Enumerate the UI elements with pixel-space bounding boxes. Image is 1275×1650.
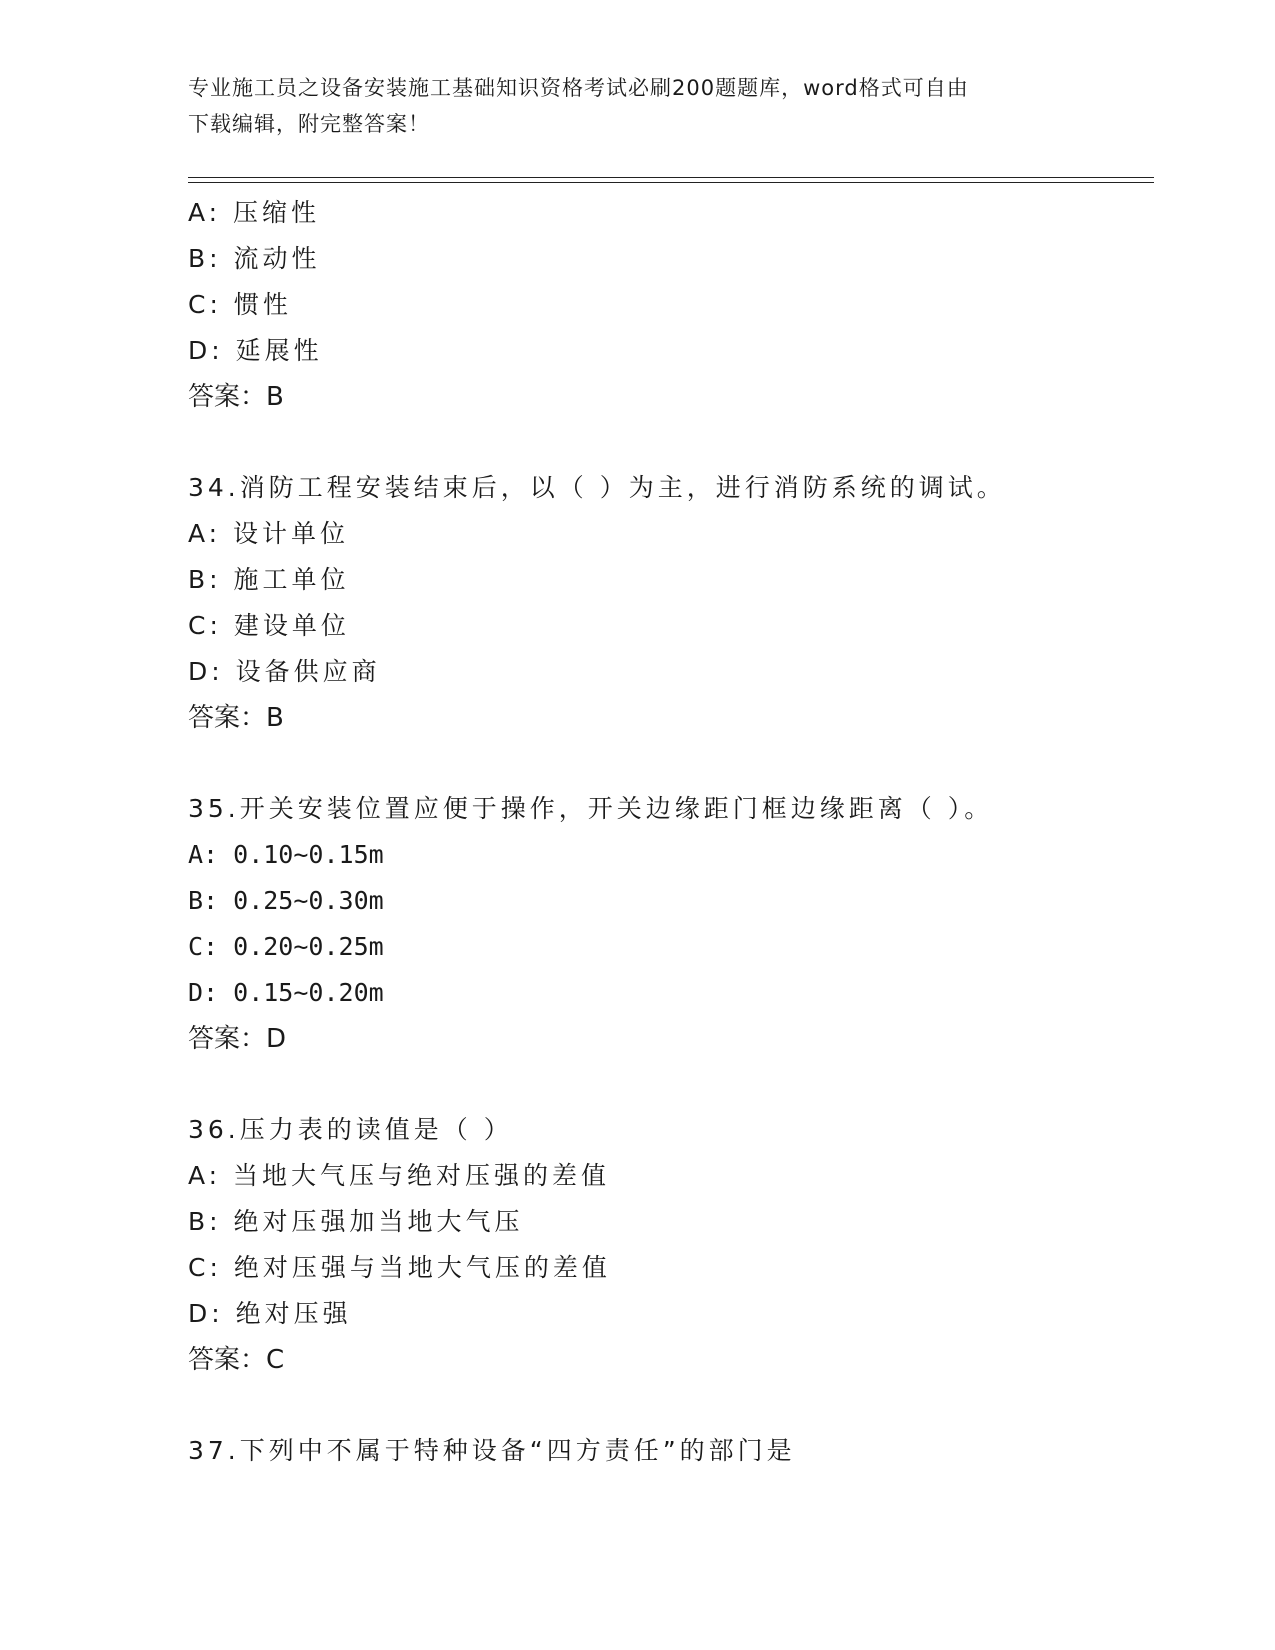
option-a: A: 压缩性 (188, 198, 321, 227)
header-title-line2: 下载编辑，附完整答案！ (188, 112, 430, 136)
question-text: 37.下列中不属于特种设备“四方责任”的部门是 (188, 1436, 796, 1465)
answer-line: 答案：B (188, 703, 284, 733)
header-divider-top (188, 177, 1154, 178)
question-36 (188, 1107, 1168, 1383)
option-d: D: 设备供应商 (188, 657, 381, 686)
header-title-line1: 专业施工员之设备安装施工基础知识资格考试必刷200题题库，word格式可自由 (188, 76, 969, 100)
option-b: B: 施工单位 (188, 565, 350, 594)
option-c: C: 惯性 (188, 290, 292, 319)
header-divider-bottom (188, 182, 1154, 183)
question-text: 35.开关安装位置应便于操作，开关边缘距门框边缘距离（ ）。 (188, 794, 994, 823)
option-c: C: 绝对压强与当地大气压的差值 (188, 1253, 611, 1282)
option-a: A: 当地大气压与绝对压强的差值 (188, 1161, 611, 1190)
option-a: A: 0.10~0.15m (188, 840, 384, 869)
answer-line: 答案：D (188, 1024, 287, 1054)
answer-line: 答案：C (188, 1345, 285, 1375)
question-33 (188, 190, 1168, 420)
question-37 (188, 1428, 1168, 1474)
question-35 (188, 786, 1168, 1062)
option-a: A: 设计单位 (188, 519, 350, 548)
option-d: D: 绝对压强 (188, 1299, 352, 1328)
option-b: B: 流动性 (188, 244, 321, 273)
question-34 (188, 465, 1168, 741)
option-b: B: 0.25~0.30m (188, 886, 384, 915)
option-d: D: 0.15~0.20m (188, 978, 384, 1007)
option-b: B: 绝对压强加当地大气压 (188, 1207, 524, 1236)
question-text: 34.消防工程安装结束后，以（ ）为主，进行消防系统的调试。 (188, 473, 1006, 502)
option-c: C: 建设单位 (188, 611, 350, 640)
document-header (188, 70, 1088, 142)
option-c: C: 0.20~0.25m (188, 932, 384, 961)
answer-line: 答案：B (188, 382, 284, 412)
option-d: D: 延展性 (188, 336, 323, 365)
question-text: 36.压力表的读值是（ ） (188, 1115, 513, 1144)
question-list (188, 190, 1168, 1474)
